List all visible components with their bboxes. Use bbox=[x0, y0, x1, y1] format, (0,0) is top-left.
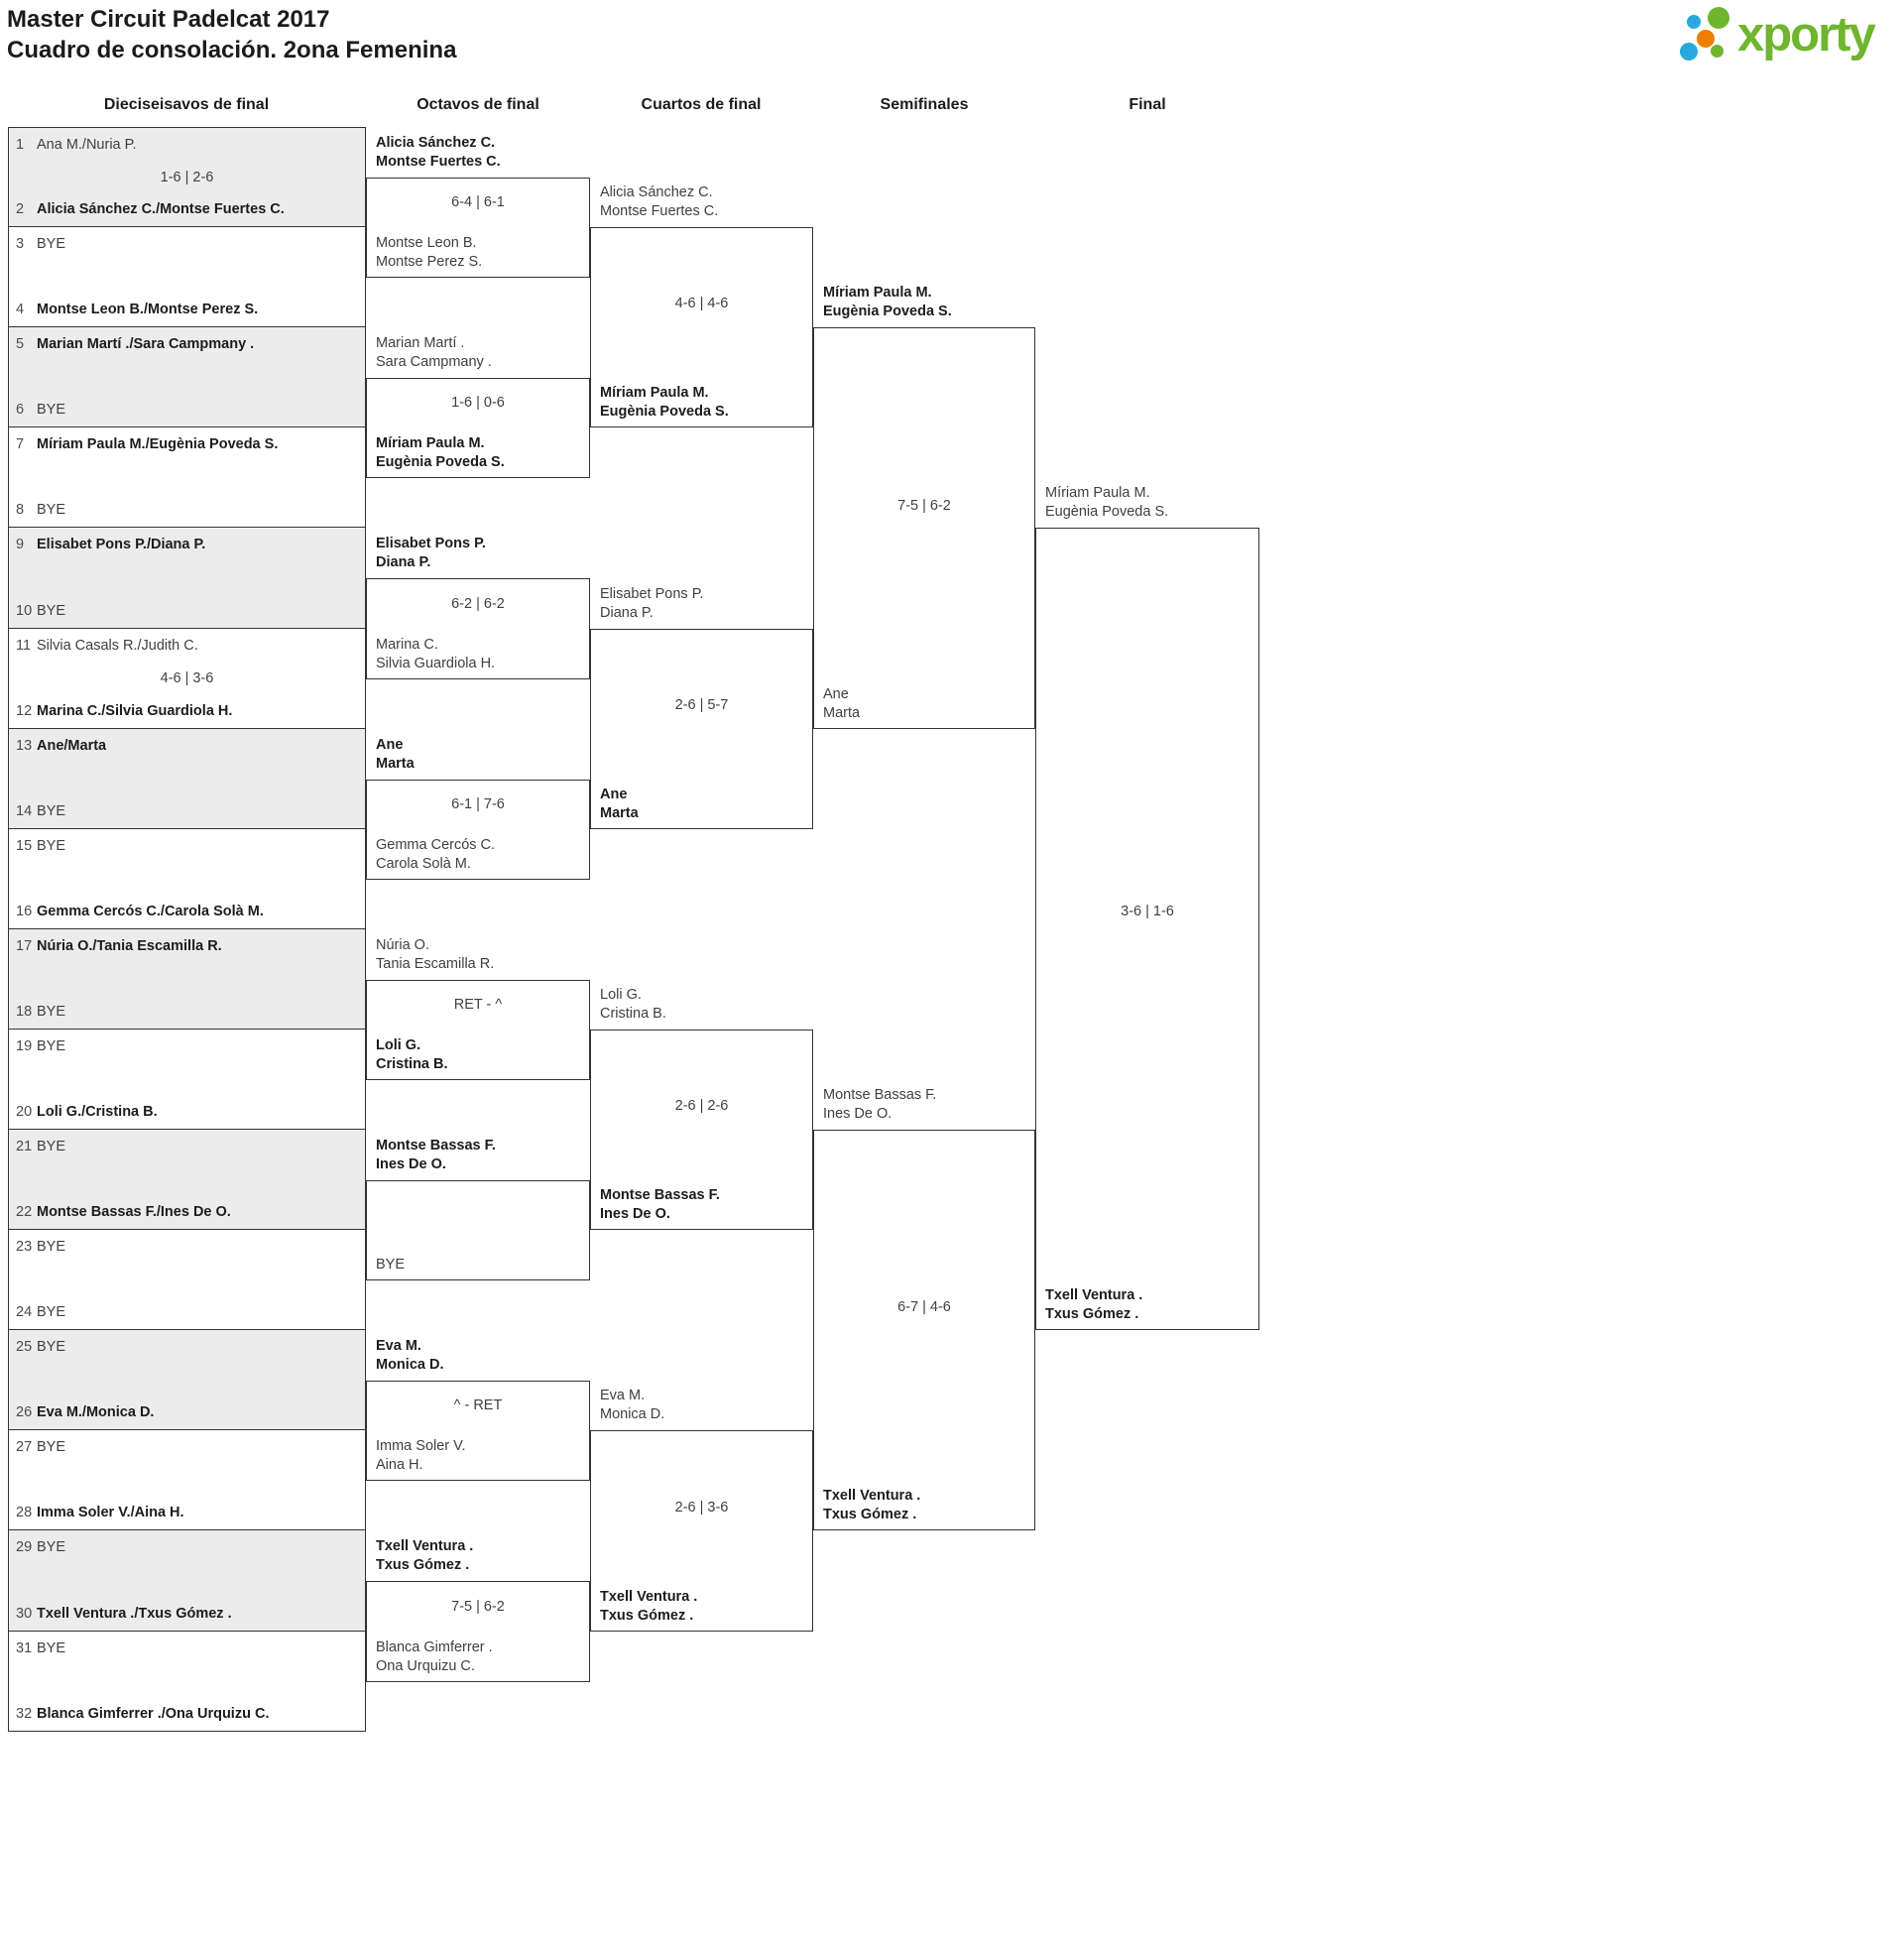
match-score: 1-6 | 0-6 bbox=[451, 395, 505, 411]
team-entry bbox=[16, 1504, 184, 1522]
round-header-dieciseisavos: Dieciseisavos de final bbox=[103, 96, 270, 113]
seed-number: 21 bbox=[16, 1139, 33, 1154]
team-name: Marina C./Silvia Guardiola H. bbox=[37, 703, 233, 719]
team-name-line: Ines De O. bbox=[376, 1156, 446, 1172]
seed-number: 1 bbox=[16, 137, 25, 153]
seed-number: 17 bbox=[16, 938, 33, 954]
seed-number: 13 bbox=[16, 738, 33, 754]
team-name-line: Loli G. bbox=[600, 987, 642, 1003]
team-name-line: Marta bbox=[823, 705, 861, 721]
team-entry bbox=[16, 536, 205, 554]
match-score: 2-6 | 5-7 bbox=[674, 697, 729, 713]
round-header-cuartos: Cuartos de final bbox=[641, 96, 762, 113]
team-entry bbox=[16, 335, 254, 354]
match-score: 4-6 | 4-6 bbox=[674, 296, 729, 311]
team-name-line: Txus Gómez . bbox=[376, 1557, 470, 1573]
team-name bbox=[376, 836, 495, 874]
seed-number: 20 bbox=[16, 1104, 33, 1120]
team-name-line: Ane bbox=[600, 787, 628, 802]
team-name-line: Eva M. bbox=[600, 1388, 646, 1403]
seed-number: 6 bbox=[16, 402, 25, 418]
seed-number: 12 bbox=[16, 703, 33, 719]
round-header-octavos: Octavos de final bbox=[416, 96, 539, 113]
team-name bbox=[1045, 484, 1168, 522]
team-name-line: Diana P. bbox=[600, 605, 654, 621]
match-score: 7-5 | 6-2 bbox=[451, 1599, 505, 1615]
match-score: 7-5 | 6-2 bbox=[897, 498, 951, 514]
team-name: Loli G./Cristina B. bbox=[37, 1104, 158, 1120]
match-box-r1-7 bbox=[8, 729, 366, 829]
team-name-line: Ines De O. bbox=[823, 1106, 892, 1122]
team-name: Alicia Sánchez C./Montse Fuertes C. bbox=[37, 201, 285, 217]
team-name-line: Ane bbox=[823, 686, 849, 702]
team-name bbox=[600, 986, 666, 1024]
team-name-line: Marina C. bbox=[376, 637, 438, 653]
match-box-r1-15 bbox=[8, 1530, 366, 1632]
match-box-r4-2 bbox=[813, 1130, 1035, 1530]
bye-label: BYE bbox=[37, 1139, 66, 1154]
team-entry bbox=[16, 200, 285, 219]
team-name: Míriam Paula M./Eugènia Poveda S. bbox=[37, 436, 279, 452]
team-name: Elisabet Pons P./Diana P. bbox=[37, 537, 206, 552]
team-name-line: Míriam Paula M. bbox=[1045, 485, 1150, 501]
team-name-line: Blanca Gimferrer . bbox=[376, 1639, 493, 1655]
team-name: Imma Soler V./Aina H. bbox=[37, 1505, 184, 1520]
match-box-r1-2 bbox=[8, 227, 366, 327]
team-entry bbox=[16, 1003, 65, 1022]
team-name-line: Montse Bassas F. bbox=[376, 1138, 496, 1153]
seed-number: 31 bbox=[16, 1640, 33, 1656]
team-name bbox=[376, 736, 415, 774]
page-subtitle: Cuadro de consolación. 2ona Femenina bbox=[7, 37, 457, 63]
match-score: 6-7 | 4-6 bbox=[897, 1299, 951, 1315]
team-name-line: BYE bbox=[376, 1257, 406, 1273]
team-name-line: Aina H. bbox=[376, 1457, 423, 1473]
bye-label: BYE bbox=[37, 402, 66, 418]
team-name bbox=[600, 786, 639, 823]
team-name: Ana M./Nuria P. bbox=[37, 137, 137, 153]
team-entry bbox=[16, 401, 65, 420]
bye-label: BYE bbox=[37, 803, 66, 819]
match-box-r1-10 bbox=[8, 1030, 366, 1130]
bye-label: BYE bbox=[37, 1239, 66, 1255]
team-name-line: Txell Ventura . bbox=[823, 1488, 921, 1504]
match-box-r1-12 bbox=[8, 1230, 366, 1330]
match-score: 6-2 | 6-2 bbox=[451, 596, 505, 612]
team-entry bbox=[16, 737, 106, 756]
team-name bbox=[376, 1537, 473, 1575]
page-title: Master Circuit Padelcat 2017 bbox=[7, 6, 330, 33]
seed-number: 24 bbox=[16, 1304, 33, 1320]
team-name bbox=[376, 936, 494, 974]
team-name-line: Alicia Sánchez C. bbox=[600, 184, 713, 200]
match-box-r1-3 bbox=[8, 327, 366, 427]
seed-number: 19 bbox=[16, 1038, 33, 1054]
team-name-line: Imma Soler V. bbox=[376, 1438, 466, 1454]
team-name-line: Eugènia Poveda S. bbox=[823, 303, 952, 319]
team-entry bbox=[16, 637, 198, 656]
team-name-line: Míriam Paula M. bbox=[600, 385, 709, 401]
team-name bbox=[600, 1387, 664, 1424]
team-name: Ane/Marta bbox=[37, 738, 107, 754]
team-entry bbox=[16, 1338, 65, 1357]
team-entry bbox=[16, 1639, 65, 1658]
team-name bbox=[376, 1036, 448, 1074]
seed-number: 23 bbox=[16, 1239, 33, 1255]
team-name-line: Elisabet Pons P. bbox=[376, 536, 486, 551]
match-score: 6-1 | 7-6 bbox=[451, 796, 505, 812]
team-entry bbox=[16, 802, 65, 821]
seed-number: 8 bbox=[16, 502, 25, 518]
match-box-r1-8 bbox=[8, 829, 366, 929]
seed-number: 4 bbox=[16, 302, 25, 317]
team-name bbox=[600, 1186, 720, 1224]
team-name bbox=[600, 1588, 697, 1626]
team-name-line: Elisabet Pons P. bbox=[600, 586, 704, 602]
seed-number: 10 bbox=[16, 603, 33, 619]
bye-label: BYE bbox=[37, 1539, 66, 1555]
team-entry bbox=[16, 1403, 154, 1422]
bye-label: BYE bbox=[37, 1038, 66, 1054]
bye-label: BYE bbox=[37, 838, 66, 854]
team-name-line: Eugènia Poveda S. bbox=[376, 454, 505, 470]
team-name-line: Montse Leon B. bbox=[376, 235, 477, 251]
match-score: 6-4 | 6-1 bbox=[451, 194, 505, 210]
match-score: RET - ^ bbox=[453, 997, 503, 1013]
team-entry bbox=[16, 435, 278, 454]
team-name-line: Míriam Paula M. bbox=[823, 285, 932, 301]
match-box-r1-11 bbox=[8, 1130, 366, 1230]
seed-number: 14 bbox=[16, 803, 33, 819]
team-name-line: Montse Bassas F. bbox=[600, 1187, 720, 1203]
match-box-r1-1 bbox=[8, 127, 366, 227]
team-name-line: Txell Ventura . bbox=[376, 1538, 474, 1554]
match-score: 3-6 | 1-6 bbox=[1121, 904, 1174, 919]
team-entry bbox=[16, 702, 232, 721]
team-name: Txell Ventura ./Txus Gómez . bbox=[37, 1606, 232, 1622]
team-name: Marian Martí ./Sara Campmany . bbox=[37, 336, 255, 352]
team-name bbox=[376, 1638, 493, 1676]
team-name-line: Montse Fuertes C. bbox=[600, 203, 719, 219]
match-box-r1-9 bbox=[8, 929, 366, 1030]
seed-number: 11 bbox=[16, 638, 32, 654]
team-name-line: Loli G. bbox=[376, 1037, 421, 1053]
team-name: Núria O./Tania Escamilla R. bbox=[37, 938, 222, 954]
seed-number: 27 bbox=[16, 1439, 33, 1455]
seed-number: 9 bbox=[16, 537, 25, 552]
team-entry bbox=[16, 1438, 65, 1457]
match-box-r5-1 bbox=[1035, 528, 1259, 1330]
team-entry bbox=[16, 1203, 231, 1222]
team-name-line: Ines De O. bbox=[600, 1206, 670, 1222]
team-name bbox=[376, 1437, 466, 1475]
match-score: 1-6 | 2-6 bbox=[160, 169, 214, 185]
team-name-line: Txus Gómez . bbox=[600, 1608, 694, 1624]
team-entry bbox=[16, 602, 65, 621]
team-name-line: Cristina B. bbox=[600, 1006, 666, 1022]
team-name-line: Diana P. bbox=[376, 554, 431, 570]
team-name bbox=[376, 1337, 443, 1375]
seed-number: 25 bbox=[16, 1339, 33, 1355]
match-score: 2-6 | 3-6 bbox=[674, 1500, 729, 1516]
team-name: Gemma Cercós C./Carola Solà M. bbox=[37, 904, 264, 919]
seed-number: 3 bbox=[16, 236, 25, 252]
team-entry bbox=[16, 1103, 158, 1122]
team-name-line: Núria O. bbox=[376, 937, 429, 953]
bye-label: BYE bbox=[37, 603, 66, 619]
seed-number: 30 bbox=[16, 1606, 33, 1622]
team-name-line: Monica D. bbox=[600, 1406, 665, 1422]
team-name bbox=[376, 434, 505, 472]
team-entry bbox=[16, 1538, 65, 1557]
team-name bbox=[823, 1086, 936, 1124]
seed-number: 15 bbox=[16, 838, 33, 854]
team-name bbox=[600, 183, 718, 221]
team-name: Montse Leon B./Montse Perez S. bbox=[37, 302, 259, 317]
seed-number: 18 bbox=[16, 1004, 33, 1020]
match-box-r1-6 bbox=[8, 629, 366, 729]
team-name: Silvia Casals R./Judith C. bbox=[37, 638, 198, 654]
team-entry bbox=[16, 501, 65, 520]
seed-number: 29 bbox=[16, 1539, 33, 1555]
team-name bbox=[823, 685, 860, 723]
team-name bbox=[376, 334, 492, 372]
team-name-line: Montse Fuertes C. bbox=[376, 154, 501, 170]
team-name-line: Tania Escamilla R. bbox=[376, 956, 495, 972]
team-name-line: Monica D. bbox=[376, 1357, 444, 1373]
match-score: 2-6 | 2-6 bbox=[674, 1098, 729, 1114]
seed-number: 16 bbox=[16, 904, 33, 919]
team-name-line: Alicia Sánchez C. bbox=[376, 135, 496, 151]
team-name-line: Gemma Cercós C. bbox=[376, 837, 496, 853]
seed-number: 5 bbox=[16, 336, 25, 352]
team-name bbox=[1045, 1286, 1142, 1324]
team-name-line: Marta bbox=[600, 805, 639, 821]
team-name bbox=[376, 234, 482, 272]
seed-number: 7 bbox=[16, 436, 25, 452]
team-name-line: Montse Bassas F. bbox=[823, 1087, 937, 1103]
team-entry bbox=[16, 1238, 65, 1257]
team-name-line: Ane bbox=[376, 737, 404, 753]
seed-number: 26 bbox=[16, 1404, 33, 1420]
bye-label: BYE bbox=[37, 1304, 66, 1320]
team-name bbox=[600, 384, 729, 422]
team-entry bbox=[16, 1705, 269, 1724]
team-name-line: Míriam Paula M. bbox=[376, 435, 485, 451]
team-name-line: Eugènia Poveda S. bbox=[1045, 504, 1169, 520]
match-score: ^ - RET bbox=[453, 1397, 503, 1413]
team-name: Blanca Gimferrer ./Ona Urquizu C. bbox=[37, 1706, 270, 1722]
bye-label: BYE bbox=[37, 502, 66, 518]
bye-label: BYE bbox=[37, 1640, 66, 1656]
team-name bbox=[376, 134, 501, 172]
team-entry bbox=[16, 301, 258, 319]
bye-label bbox=[376, 1256, 405, 1274]
team-name-line: Ona Urquizu C. bbox=[376, 1658, 475, 1674]
team-entry bbox=[16, 1138, 65, 1156]
seed-number: 32 bbox=[16, 1706, 33, 1722]
team-name bbox=[823, 1487, 920, 1524]
team-entry bbox=[16, 1303, 65, 1322]
match-box-r1-13 bbox=[8, 1330, 366, 1430]
match-box-r1-5 bbox=[8, 528, 366, 629]
team-name bbox=[823, 284, 952, 321]
team-name-line: Silvia Guardiola H. bbox=[376, 656, 496, 671]
team-entry bbox=[16, 235, 65, 254]
match-box-r4-1 bbox=[813, 327, 1035, 729]
team-name-line: Txus Gómez . bbox=[1045, 1306, 1139, 1322]
team-name-line: Marian Martí . bbox=[376, 335, 465, 351]
team-name bbox=[376, 636, 495, 673]
team-name-line: Marta bbox=[376, 756, 415, 772]
seed-number: 22 bbox=[16, 1204, 33, 1220]
team-name-line: Eugènia Poveda S. bbox=[600, 404, 729, 420]
team-name-line: Txell Ventura . bbox=[1045, 1287, 1143, 1303]
match-box-r1-16 bbox=[8, 1632, 366, 1732]
team-entry bbox=[16, 837, 65, 856]
team-entry bbox=[16, 937, 222, 956]
team-name-line: Cristina B. bbox=[376, 1056, 448, 1072]
bye-label: BYE bbox=[37, 236, 66, 252]
team-entry bbox=[16, 136, 136, 155]
team-entry bbox=[16, 1605, 232, 1624]
team-name-line: Montse Perez S. bbox=[376, 254, 483, 270]
match-box-r1-14 bbox=[8, 1430, 366, 1530]
seed-number: 28 bbox=[16, 1505, 33, 1520]
team-entry bbox=[16, 1037, 65, 1056]
team-name bbox=[376, 535, 486, 572]
round-header-final: Final bbox=[1129, 96, 1166, 113]
bye-label: BYE bbox=[37, 1004, 66, 1020]
team-name bbox=[376, 1137, 496, 1174]
team-name-line: Eva M. bbox=[376, 1338, 421, 1354]
seed-number: 2 bbox=[16, 201, 25, 217]
team-name-line: Txell Ventura . bbox=[600, 1589, 698, 1605]
team-name-line: Carola Solà M. bbox=[376, 856, 471, 872]
team-name: Montse Bassas F./Ines De O. bbox=[37, 1204, 231, 1220]
bye-label: BYE bbox=[37, 1339, 66, 1355]
bye-label: BYE bbox=[37, 1439, 66, 1455]
team-name bbox=[600, 585, 704, 623]
match-box-r1-4 bbox=[8, 427, 366, 528]
round-header-semifinales: Semifinales bbox=[880, 96, 969, 113]
team-entry bbox=[16, 903, 264, 921]
logo-text: xporty bbox=[1737, 8, 1874, 61]
team-name: Eva M./Monica D. bbox=[37, 1404, 155, 1420]
team-name-line: Sara Campmany . bbox=[376, 354, 492, 370]
team-name-line: Txus Gómez . bbox=[823, 1507, 917, 1522]
match-score: 4-6 | 3-6 bbox=[160, 670, 214, 686]
